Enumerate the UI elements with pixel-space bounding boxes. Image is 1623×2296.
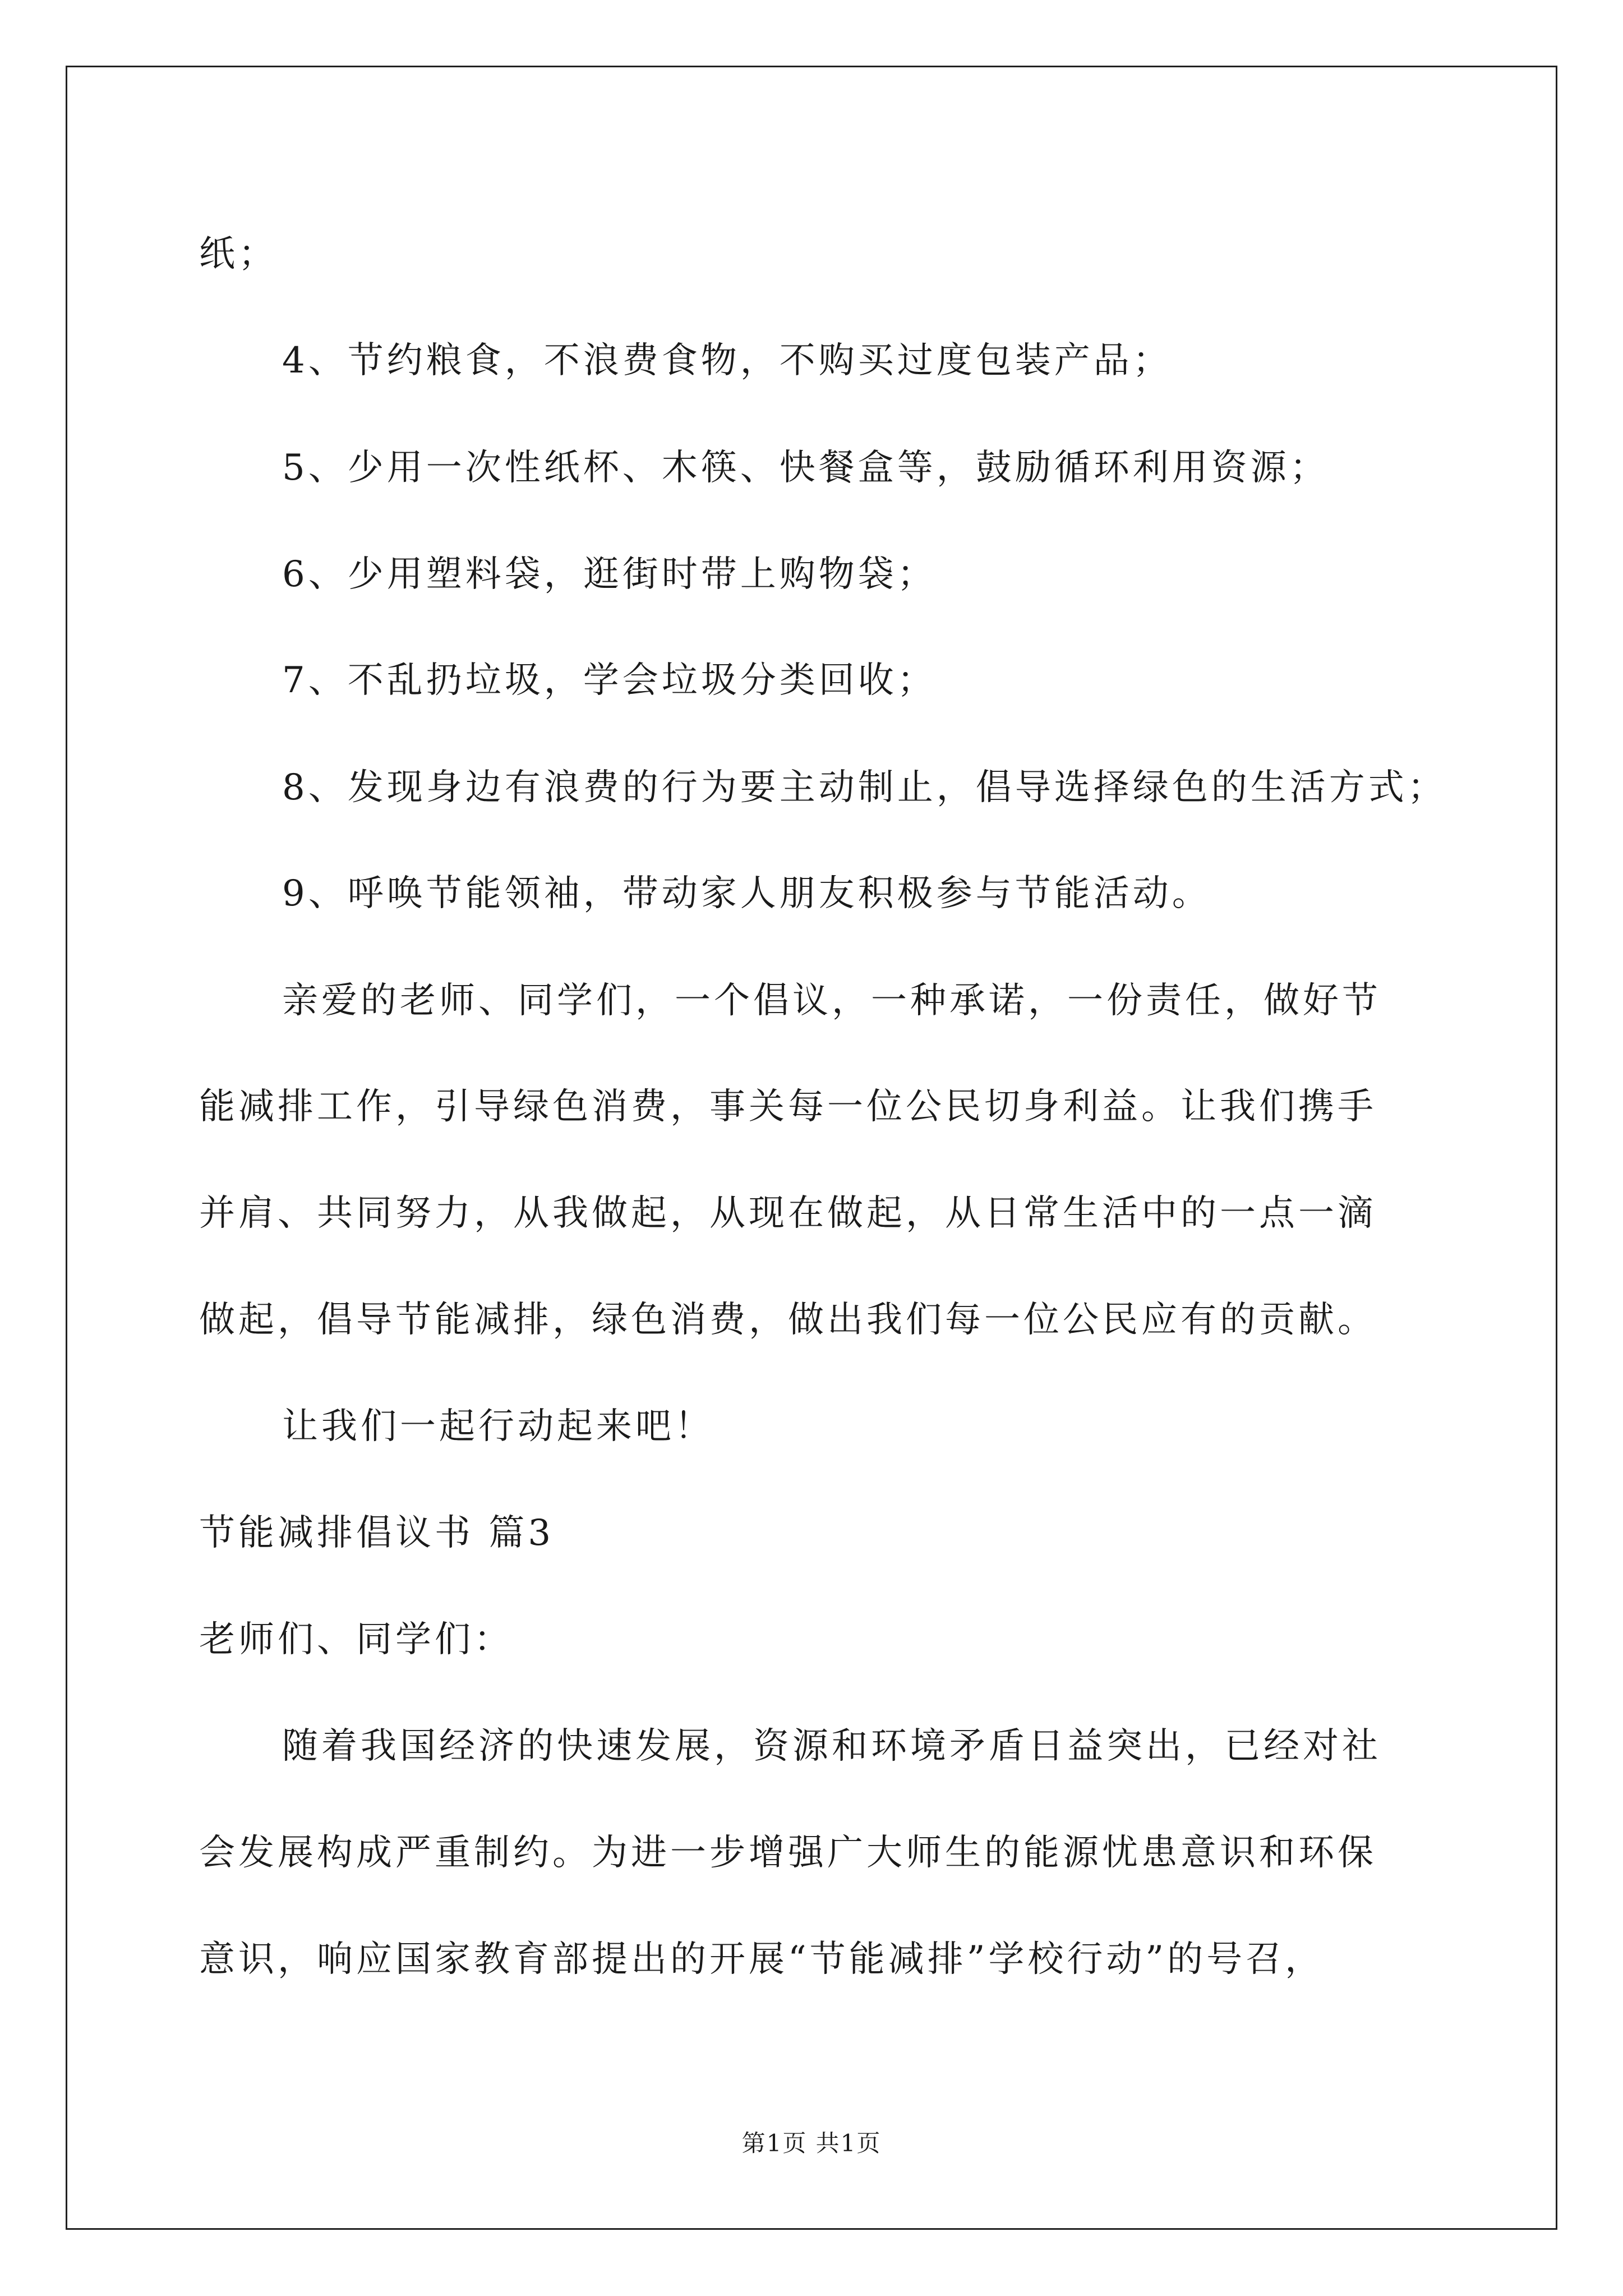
paragraph-line: 随着我国经济的快速发展，资源和环境矛盾日益突出，已经对社 (282, 1726, 1381, 1767)
list-item-6: 6、少用塑料袋，逛街时带上购物袋； (282, 554, 937, 595)
list-item-7: 7、不乱扔垃圾，学会垃圾分类回收； (282, 660, 937, 701)
section-title: 节能减排倡议书 篇3 (199, 1512, 555, 1554)
list-item-5: 5、少用一次性纸杯、木筷、快餐盒等，鼓励循环利用资源； (282, 447, 1329, 489)
paragraph-line: 亲爱的老师、同学们，一个倡议，一种承诺，一份责任，做好节 (282, 980, 1381, 1022)
paragraph-line: 做起，倡导节能减排，绿色消费，做出我们每一位公民应有的贡献。 (199, 1299, 1377, 1341)
paragraph-line: 能减排工作，引导绿色消费，事关每一位公民切身利益。让我们携手 (199, 1086, 1377, 1128)
paragraph-line: 并肩、共同努力，从我做起，从现在做起，从日常生活中的一点一滴 (199, 1193, 1377, 1234)
page-border (66, 66, 1557, 2230)
paragraph-line: 让我们一起行动起来吧！ (282, 1406, 714, 1447)
list-item-4: 4、节约粮食，不浪费食物，不购买过度包装产品； (282, 340, 1172, 381)
paragraph-line: 意识，响应国家教育部提出的开展“节能减排”学校行动”的号召， (199, 1939, 1325, 1980)
page-footer: 第1页 共1页 (741, 2129, 882, 2157)
text-line-1: 纸； (199, 233, 278, 275)
salutation: 老师们、同学们： (199, 1619, 513, 1660)
paragraph-line: 会发展构成严重制约。为进一步增强广大师生的能源忧患意识和环保 (199, 1832, 1377, 1874)
list-item-8: 8、发现身边有浪费的行为要主动制止，倡导选择绿色的生活方式； (282, 767, 1447, 808)
list-item-9: 9、呼唤节能领袖，带动家人朋友积极参与节能活动。 (282, 873, 1211, 914)
